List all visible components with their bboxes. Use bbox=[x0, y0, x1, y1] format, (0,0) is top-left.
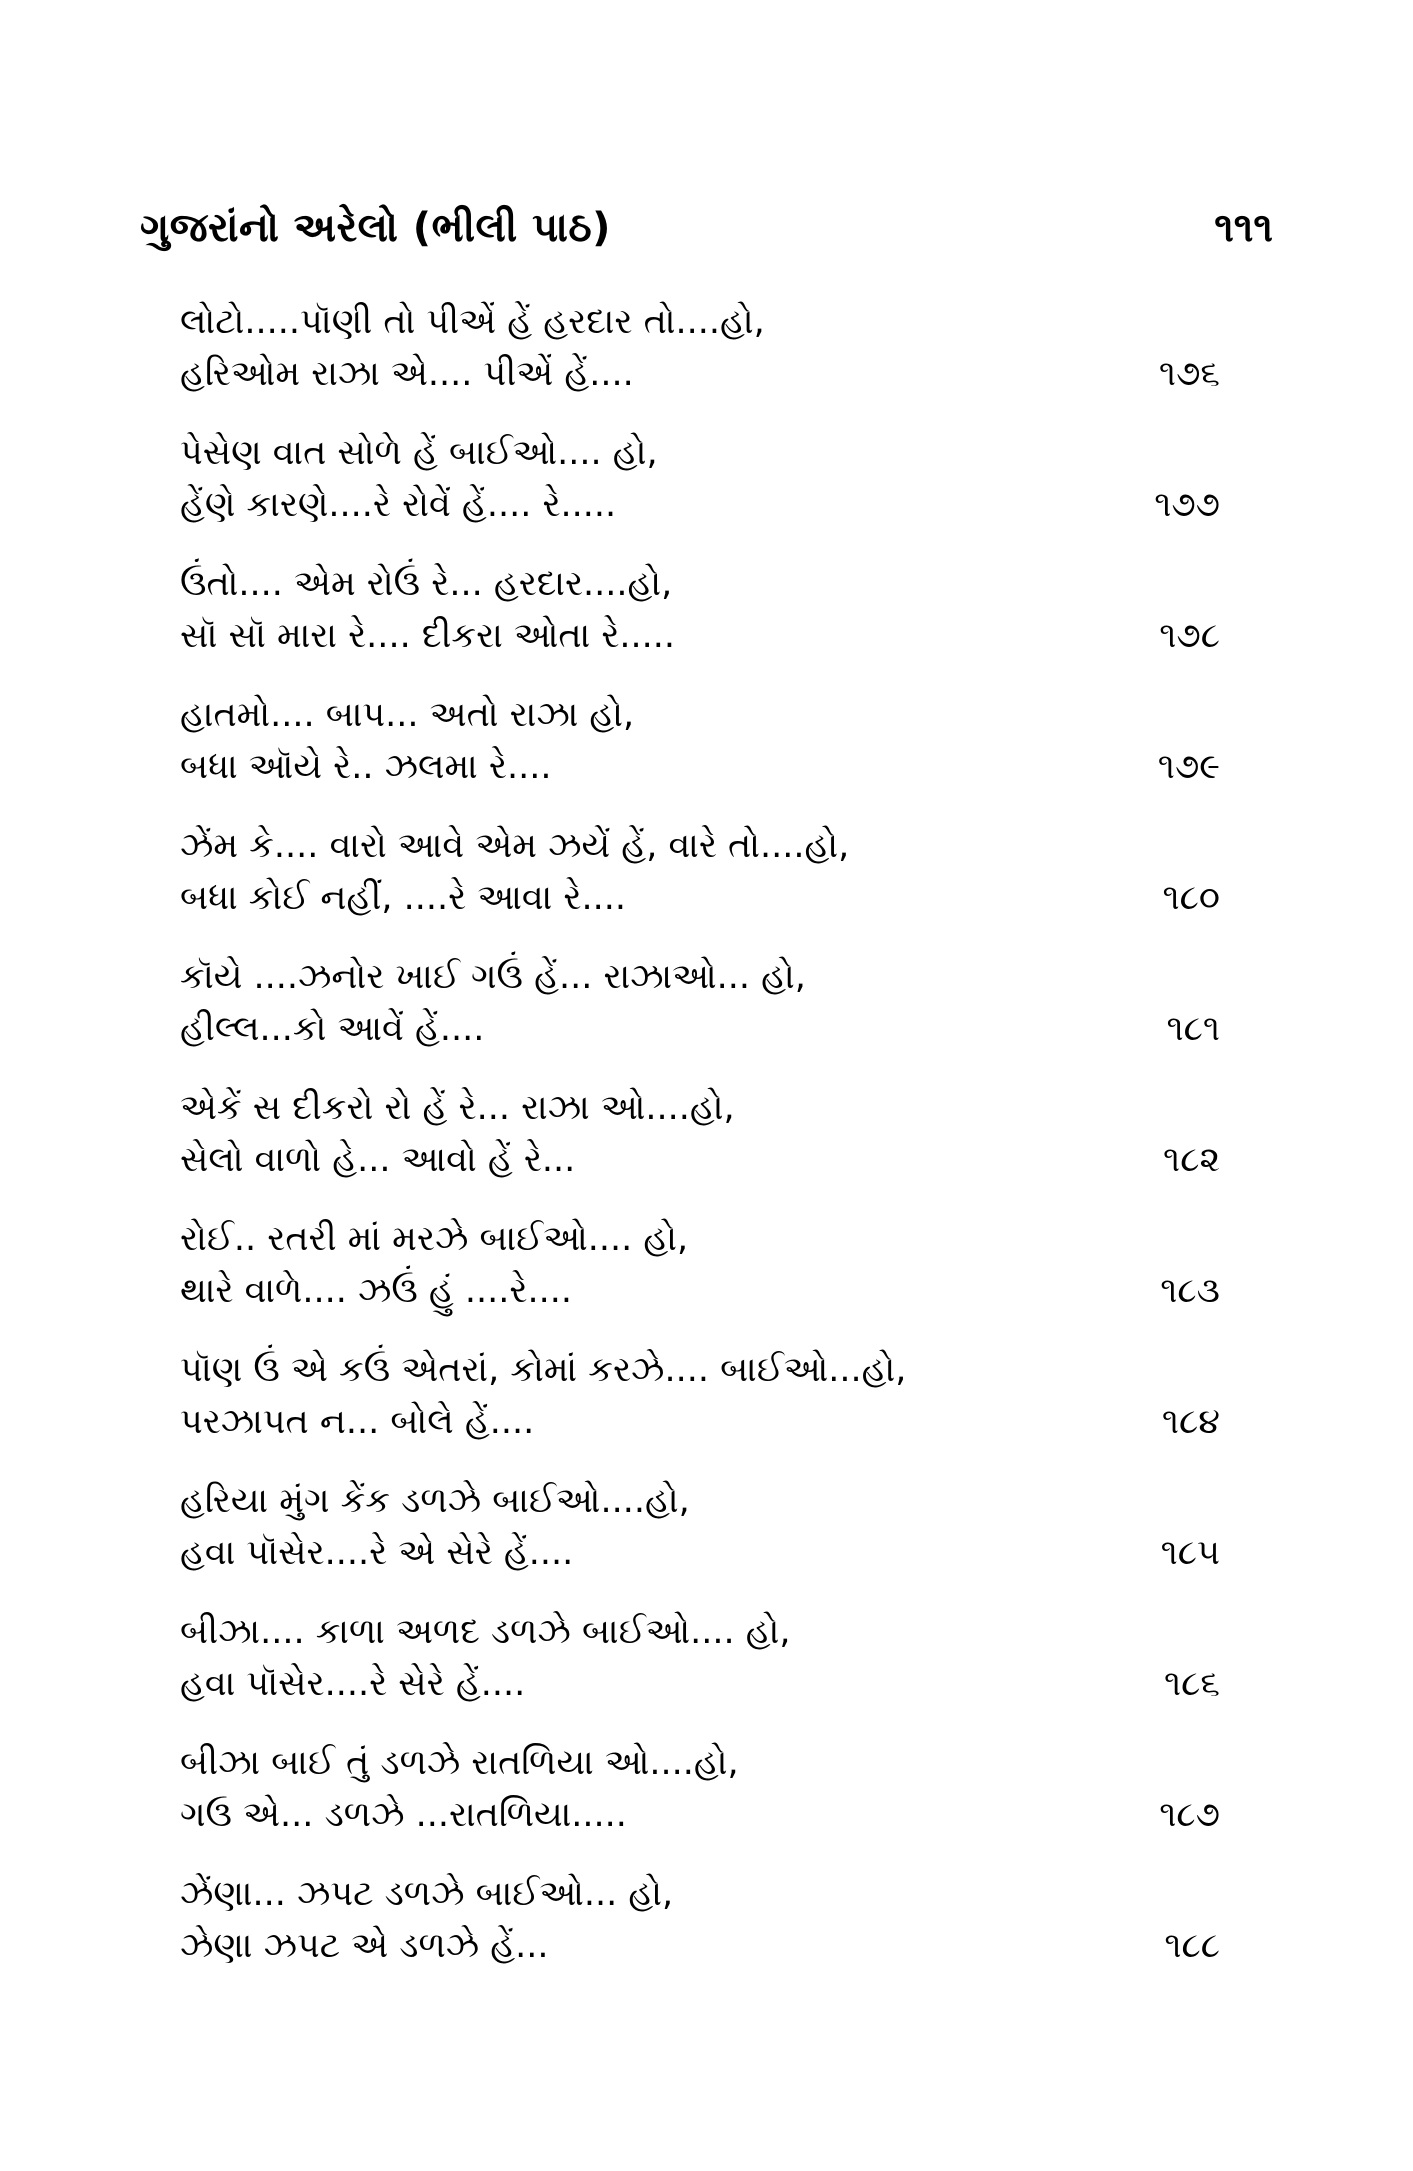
verse-line-1: બીઝા બાઈ તું ડળઝે રાતળિયા ઓ....હો, bbox=[180, 1743, 739, 1783]
verse bbox=[180, 1213, 1220, 1344]
verse-number: ૧૮૨ bbox=[1163, 1140, 1220, 1180]
verse-line-2: ઝેણા ઝપટ એ ડળઝે હેં... bbox=[180, 1926, 549, 1966]
verse bbox=[180, 820, 1220, 951]
verse bbox=[180, 1344, 1220, 1475]
verse-line-1: ઝેંમ કે.... વારો આવે એમ ઝયેં હેં, વારે તો....હો, bbox=[180, 826, 850, 866]
verse bbox=[180, 427, 1220, 558]
verse-line-2: પરઝાપત ન... બોલે હેં.... bbox=[180, 1402, 535, 1442]
verse-line-2: સેલો વાળો હે... આવો હેં રે... bbox=[180, 1140, 576, 1180]
verse-line-2: હવા પૉસેર....રે સેરે હેં.... bbox=[180, 1664, 526, 1704]
verse bbox=[180, 296, 1220, 427]
verse-number: ૧૮૦ bbox=[1162, 878, 1220, 918]
verse-line-2: સૉ સૉ મારા રે.... દીકરા ઓતા રે..... bbox=[180, 616, 676, 656]
verse bbox=[180, 689, 1220, 820]
verse-number: ૧૮૫ bbox=[1160, 1533, 1220, 1573]
verse-number: ૧૭૯ bbox=[1157, 747, 1220, 787]
verse bbox=[180, 1475, 1220, 1606]
verse bbox=[180, 1082, 1220, 1213]
verse bbox=[180, 1737, 1220, 1868]
verse-number: ૧૭૬ bbox=[1158, 354, 1220, 394]
verse-line-1: એકેં સ દીકરો રો હેં રે... રાઝા ઓ....હો, bbox=[180, 1088, 735, 1128]
verse-line-1: પૉણ ઉં એ કઉં એતરાં, કોમાં કરઝે.... બાઈઓ...હો, bbox=[180, 1350, 907, 1390]
verse-number: ૧૮૬ bbox=[1163, 1664, 1220, 1704]
verse-line-2: થારે વાળે.... ઝઉં હું ....રે.... bbox=[180, 1271, 573, 1311]
verse-line-1: લોટો.....પૉણી તો પીએં હેં હરદાર તો....હો, bbox=[180, 302, 765, 342]
verse-line-2: હીલ્લ...કો આવેં હેં.... bbox=[180, 1009, 485, 1049]
verse-line-1: ઉંતો.... એમ રોઉં રે... હરદાર....હો, bbox=[180, 564, 673, 604]
verse-line-1: ઝેંણા... ઝપટ ડળઝે બાઈઓ... હો, bbox=[180, 1874, 674, 1914]
verse-line-1: પેસેણ વાત સોળે હેં બાઈઓ.... હો, bbox=[180, 433, 658, 473]
verse-line-2: હેંણે કારણે....રે રોવેં હેં.... રે..... bbox=[180, 485, 617, 525]
page-number: ૧૧૧ bbox=[1214, 205, 1273, 251]
verse-number: ૧૮૩ bbox=[1160, 1271, 1220, 1311]
verse bbox=[180, 558, 1220, 689]
verse-number: ૧૮૭ bbox=[1159, 1795, 1220, 1835]
verse-number: ૧૮૧ bbox=[1166, 1009, 1220, 1049]
verse-number: ૧૭૮ bbox=[1159, 616, 1220, 656]
verse-line-2: હવા પૉસેર....રે એ સેરે હેં.... bbox=[180, 1533, 574, 1573]
running-head bbox=[140, 205, 1273, 265]
verse-line-2: બધા ઑયે રે.. ઝલમા રે.... bbox=[180, 747, 552, 787]
verse-line-1: હાતમો.... બાપ... અતો રાઝા હો, bbox=[180, 695, 635, 735]
verse-line-1: હરિયા મુંગ કેંક ડળઝે બાઈઓ....હો, bbox=[180, 1481, 690, 1521]
verse-line-2: ગઉ એ... ડળઝે ...રાતળિયા..... bbox=[180, 1795, 627, 1835]
running-head-title: ગુજરાંનો અરેલો (ભીલી પાઠ) bbox=[140, 205, 611, 251]
verse-line-2: બધા કોઈ નહીં, ....રે આવા રે.... bbox=[180, 878, 626, 918]
verse bbox=[180, 1606, 1220, 1737]
verse-line-1: બીઝા.... કાળા અળદ ડળઝે બાઈઓ.... હો, bbox=[180, 1612, 791, 1652]
verse bbox=[180, 1868, 1220, 1999]
verse-number: ૧૮૪ bbox=[1161, 1402, 1220, 1442]
verse-line-2: હરિઓમ રાઝા એ.... પીએં હેં.... bbox=[180, 354, 634, 394]
verse-number: ૧૮૮ bbox=[1164, 1926, 1220, 1966]
verse-list bbox=[180, 296, 1220, 1999]
verse-line-1: રોઈ.. રતરી માં મરઝે બાઈઓ.... હો, bbox=[180, 1219, 689, 1259]
verse bbox=[180, 951, 1220, 1082]
verse-number: ૧૭૭ bbox=[1154, 485, 1220, 525]
verse-line-1: કૉયે ....ઝનોર ખાઈ ગઉં હેં... રાઝાઓ... હો, bbox=[180, 957, 806, 997]
